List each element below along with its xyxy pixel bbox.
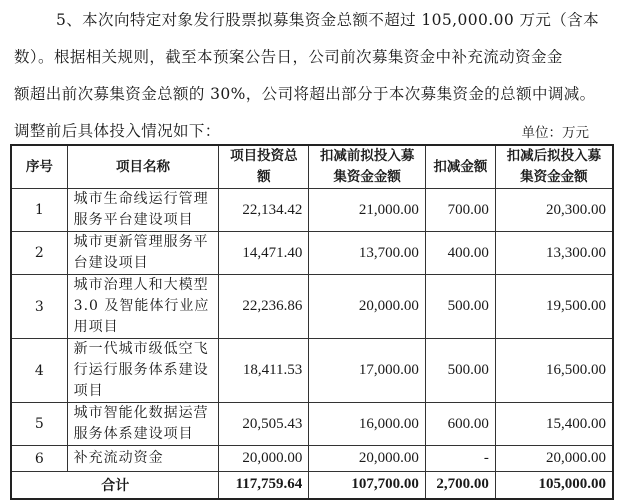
row-total: 22,134.42 [219,189,309,232]
row-project-name: 补充流动资金 [67,446,219,472]
table-row [11,403,613,446]
row-total: 22,236.86 [219,275,309,339]
row-index: 4 [11,339,67,403]
row-cut: 700.00 [425,189,495,232]
row-index: 1 [11,189,67,232]
table-header-row [11,145,613,189]
row-total: 20,000.00 [219,446,309,472]
total-before: 107,700.00 [309,472,426,499]
paragraph-line-3: 额超出前次募集资金总额的 30%，公司将超出部分于本次募集资金的总额中调减。 [14,85,596,103]
row-before: 17,000.00 [309,339,426,403]
row-project-name: 城市治理人和大模型 3.0 及智能体行业应用项目 [67,275,219,339]
row-index: 5 [11,403,67,446]
row-cut: - [425,446,495,472]
row-total: 20,505.43 [219,403,309,446]
row-after: 20,000.00 [495,446,613,472]
row-index: 3 [11,275,67,339]
row-cut: 500.00 [425,339,495,403]
header-after-deduction: 扣减后拟投入募集资金金额 [495,145,613,189]
total-row [11,472,613,499]
paragraph-line-1: 5、本次向特定对象发行股票拟募集资金总额不超过 105,000.00 万元（含本 [56,11,599,29]
total-label: 合计 [11,472,219,499]
row-after: 19,500.00 [495,275,613,339]
header-before-deduction: 扣减前拟投入募集资金金额 [309,145,426,189]
table-row [11,275,613,339]
row-project-name: 新一代城市级低空飞行运行服务体系建设项目 [67,339,219,403]
row-index: 2 [11,232,67,275]
header-deduction: 扣减金额 [425,145,495,189]
row-after: 13,300.00 [495,232,613,275]
paragraph-line-4: 调整前后具体投入情况如下： [14,122,221,140]
total-cut: 2,700.00 [425,472,495,499]
row-after: 15,400.00 [495,403,613,446]
table-row [11,446,613,472]
row-before: 21,000.00 [309,189,426,232]
row-project-name: 城市更新管理服务平台建设项目 [67,232,219,275]
table-row [11,189,613,232]
row-total: 18,411.53 [219,339,309,403]
row-index: 6 [11,446,67,472]
table-row [11,232,613,275]
row-project-name: 城市智能化数据运营服务体系建设项目 [67,403,219,446]
fund-allocation-table [10,144,614,500]
row-cut: 600.00 [425,403,495,446]
row-cut: 500.00 [425,275,495,339]
row-before: 20,000.00 [309,446,426,472]
row-after: 20,300.00 [495,189,613,232]
paragraph-line-2: 数）。根据相关规则，截至本预案公告日，公司前次募集资金中补充流动资金金 [14,48,563,66]
row-project-name: 城市生命线运行管理服务平台建设项目 [67,189,219,232]
row-cut: 400.00 [425,232,495,275]
row-before: 13,700.00 [309,232,426,275]
table-row [11,339,613,403]
header-index: 序号 [11,145,67,189]
total-investment: 117,759.64 [219,472,309,499]
row-before: 16,000.00 [309,403,426,446]
total-after: 105,000.00 [495,472,613,499]
unit-label: 单位：万元 [521,125,589,141]
row-before: 20,000.00 [309,275,426,339]
header-project-name: 项目名称 [67,145,219,189]
row-total: 14,471.40 [219,232,309,275]
header-total-investment: 项目投资总额 [219,145,309,189]
row-after: 16,500.00 [495,339,613,403]
